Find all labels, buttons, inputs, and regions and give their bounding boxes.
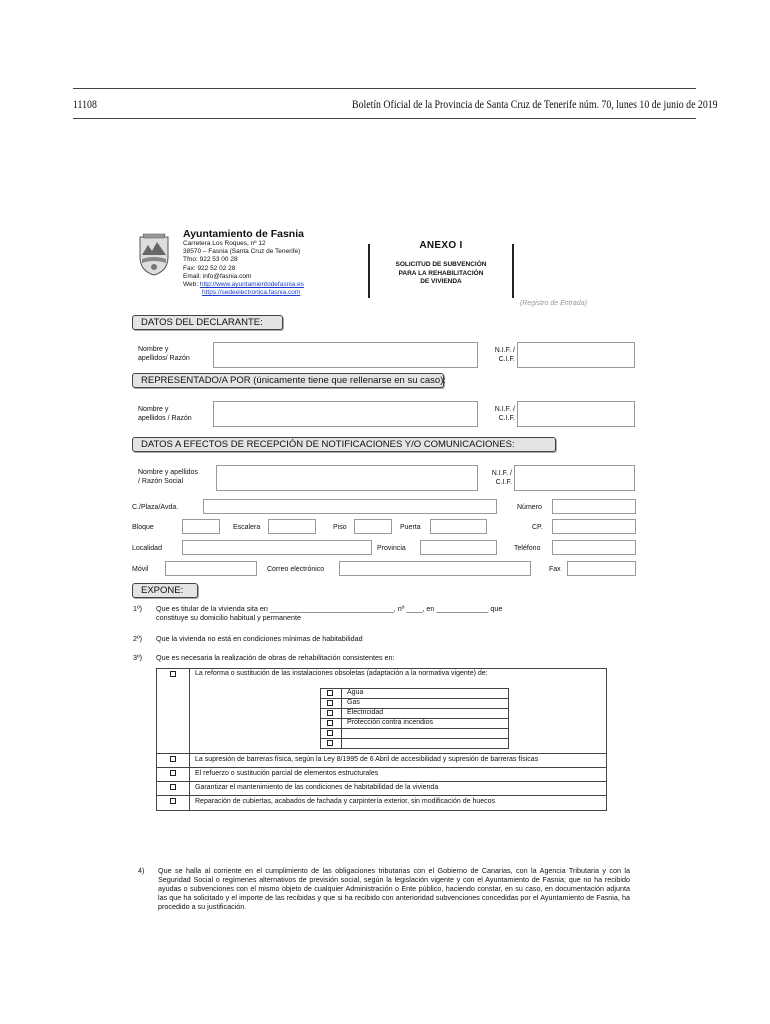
declarante-name-label: Nombre y apellidos/ Razón bbox=[138, 346, 190, 362]
checkbox-other-1[interactable] bbox=[327, 730, 333, 736]
sub-incendios: Protección contra incendios bbox=[347, 719, 433, 726]
annex-box bbox=[368, 240, 514, 298]
correo-field[interactable] bbox=[339, 561, 531, 576]
representado-name-field[interactable] bbox=[213, 401, 478, 427]
page-number: 11108 bbox=[73, 97, 97, 111]
section-declarante: DATOS DEL DECLARANTE: bbox=[132, 315, 283, 330]
expone-item-1-line-1: Que es titular de la vivienda sita en _______________________________, nº ____, en _____________ que bbox=[156, 604, 503, 613]
checkbox-barreras[interactable] bbox=[170, 756, 176, 762]
coat-of-arms-icon bbox=[136, 229, 172, 277]
org-name: Ayuntamiento de Fasnia bbox=[183, 228, 304, 240]
org-postal: 38570 – Fasnia (Santa Cruz de Tenerife) bbox=[183, 248, 301, 256]
correo-label: Correo electrónico bbox=[267, 566, 325, 573]
notif-nif-label: N.I.F. / C.I.F. bbox=[491, 470, 512, 486]
obras-row-divider bbox=[156, 795, 607, 796]
org-sede-row bbox=[183, 289, 304, 297]
opt-mantenimiento: Garantizar el mantenimiento de las condiciones de habitabilidad de la vivienda bbox=[195, 784, 439, 791]
checkbox-reforma[interactable] bbox=[170, 671, 176, 677]
checkbox-refuerzo[interactable] bbox=[170, 770, 176, 776]
localidad-label: Localidad bbox=[132, 545, 162, 552]
header-bottom-rule bbox=[73, 118, 696, 119]
sub-agua: Agua bbox=[347, 689, 364, 696]
expone-item-3-num: 3º) bbox=[133, 653, 143, 662]
movil-field[interactable] bbox=[165, 561, 257, 576]
opt-refuerzo: El refuerzo o sustitución parcial de elementos estructurales bbox=[195, 770, 379, 777]
calle-field[interactable] bbox=[203, 499, 497, 514]
opt-reforma: La reforma o sustitución de las instalaciones obsoletas (adaptación a la normativa vigente) de: bbox=[195, 670, 488, 677]
checkbox-cubiertas[interactable] bbox=[170, 798, 176, 804]
org-web-link[interactable]: http://www.ayuntamientodefasnia.es bbox=[199, 281, 304, 289]
checkbox-gas[interactable] bbox=[327, 700, 333, 706]
cp-field[interactable] bbox=[552, 519, 636, 534]
org-sede-link[interactable]: https://sedeelectronica.fasnia.com bbox=[202, 289, 301, 297]
puerta-label: Puerta bbox=[400, 524, 421, 531]
org-phone: Tfno: 922 53 00 28 bbox=[183, 256, 238, 264]
puerta-field[interactable] bbox=[430, 519, 487, 534]
calle-label: C./Plaza/Avda. bbox=[132, 504, 179, 511]
checkbox-mantenimiento[interactable] bbox=[170, 784, 176, 790]
annex-subtitle-3: DE VIVIENDA bbox=[420, 278, 462, 285]
piso-field[interactable] bbox=[354, 519, 392, 534]
representado-nif-field[interactable] bbox=[517, 401, 635, 427]
section-expone: EXPONE: bbox=[132, 583, 198, 598]
org-web-label: Web: bbox=[183, 281, 199, 289]
telefono-label: Teléfono bbox=[514, 545, 541, 552]
annex-subtitle-2: PARA LA REHABILITACIÓN bbox=[398, 269, 484, 277]
obras-table-col-divider bbox=[189, 668, 190, 811]
declarante-name-field[interactable] bbox=[213, 342, 478, 368]
obras-row-divider bbox=[156, 767, 607, 768]
opt-barreras: La supresión de barreras física, según la Ley 8/1995 de 6 Abril de accesibilidad y supresión de barreras físicas bbox=[195, 756, 539, 763]
sub-gas: Gas bbox=[347, 699, 360, 706]
checkbox-incendios[interactable] bbox=[327, 720, 333, 726]
expone-item-4-text: Que se halla al corriente en el cumplimiento de las obligaciones tributarias con el Gobierno de Canarias, con la Agencia Tributaria y con la Seguridad Social o regímenes alternativos de previsión social, según la legislación vigente y con el Ayuntamiento de Fasnia; que no ha recibido ayudas o subvenciones con el mismo objeto de cualquier Administración o Ente público, haciendo constar, en su caso, en documentación adjunta las que ha solicitado y el importe de las recibidas y que si ha recibido con anterioridad subvenciones concedidas por el Ayuntamiento de Fasnia, ha procedido a su justificación. bbox=[158, 866, 630, 911]
numero-field[interactable] bbox=[552, 499, 636, 514]
opt-cubiertas: Reparación de cubiertas, acabados de fachada y carpintería exterior, sin modificación de huecos bbox=[195, 798, 496, 805]
localidad-field[interactable] bbox=[182, 540, 372, 555]
expone-item-2-text: Que la vivienda no está en condiciones mínimas de habitabilidad bbox=[156, 634, 363, 643]
numero-label: Número bbox=[517, 504, 542, 511]
org-address: Carretera Los Roques, nº 12 bbox=[183, 240, 266, 247]
bloque-field[interactable] bbox=[182, 519, 220, 534]
escalera-label: Escalera bbox=[233, 524, 261, 531]
piso-label: Piso bbox=[333, 524, 347, 531]
representado-nif-label: N.I.F. / C.I.F. bbox=[494, 406, 515, 422]
expone-item-1-num: 1º) bbox=[133, 604, 143, 613]
declarante-nif-label: N.I.F. / C.I.F. bbox=[494, 347, 515, 363]
obras-row-divider bbox=[156, 781, 607, 782]
header-top-rule bbox=[73, 88, 696, 89]
annex-subtitle-1: SOLICITUD DE SUBVENCIÓN bbox=[395, 261, 487, 268]
notif-name-label: Nombre y apellidos / Razón Social bbox=[138, 469, 198, 485]
subtable-row-divider bbox=[320, 738, 509, 739]
obras-row-divider bbox=[156, 753, 607, 754]
escalera-field[interactable] bbox=[268, 519, 316, 534]
expone-item-1-line-2: constituye su domicilio habitual y permanente bbox=[156, 613, 302, 622]
checkbox-electricidad[interactable] bbox=[327, 710, 333, 716]
representado-name-label: Nombre y apellidos / Razón bbox=[138, 406, 192, 422]
notif-nif-field[interactable] bbox=[514, 465, 635, 491]
telefono-field[interactable] bbox=[552, 540, 636, 555]
expone-item-3-text: Que es necesaria la realización de obras de rehabilitación consistentes en: bbox=[156, 653, 395, 662]
sub-electricidad: Electricidad bbox=[347, 709, 384, 716]
bloque-label: Bloque bbox=[132, 524, 154, 531]
publication-title: Boletín Oficial de la Provincia de Santa Cruz de Tenerife núm. 70, lunes 10 de junio de 2019 bbox=[352, 97, 718, 111]
fax-field[interactable] bbox=[567, 561, 636, 576]
fax-label: Fax bbox=[549, 566, 561, 573]
registro-entrada: (Registro de Entrada) bbox=[520, 300, 587, 307]
org-web-row bbox=[183, 281, 304, 289]
provincia-label: Provincia bbox=[377, 545, 406, 552]
section-notificaciones: DATOS A EFECTOS DE RECEPCIÓN DE NOTIFICACIONES Y/O COMUNICACIONES: bbox=[132, 437, 556, 452]
annex-title: ANEXO I bbox=[419, 240, 463, 251]
provincia-field[interactable] bbox=[420, 540, 497, 555]
cp-label: CP. bbox=[532, 524, 543, 531]
subtable-row-divider bbox=[320, 728, 509, 729]
notif-name-field[interactable] bbox=[216, 465, 478, 491]
movil-label: Móvil bbox=[132, 566, 149, 573]
expone-item-4-num: 4) bbox=[138, 866, 145, 875]
section-representado: REPRESENTADO/A POR (únicamente tiene que rellenarse en su caso): bbox=[132, 373, 444, 388]
declarante-nif-field[interactable] bbox=[517, 342, 635, 368]
annex-subtitle bbox=[370, 261, 512, 287]
org-email: Email: info@fasnia.com bbox=[183, 272, 252, 280]
org-fax: Fax: 922 52 02 28 bbox=[183, 264, 236, 272]
org-contact bbox=[183, 240, 304, 297]
checkbox-other-2[interactable] bbox=[327, 740, 333, 746]
expone-item-2-num: 2º) bbox=[133, 634, 143, 643]
checkbox-agua[interactable] bbox=[327, 690, 333, 696]
